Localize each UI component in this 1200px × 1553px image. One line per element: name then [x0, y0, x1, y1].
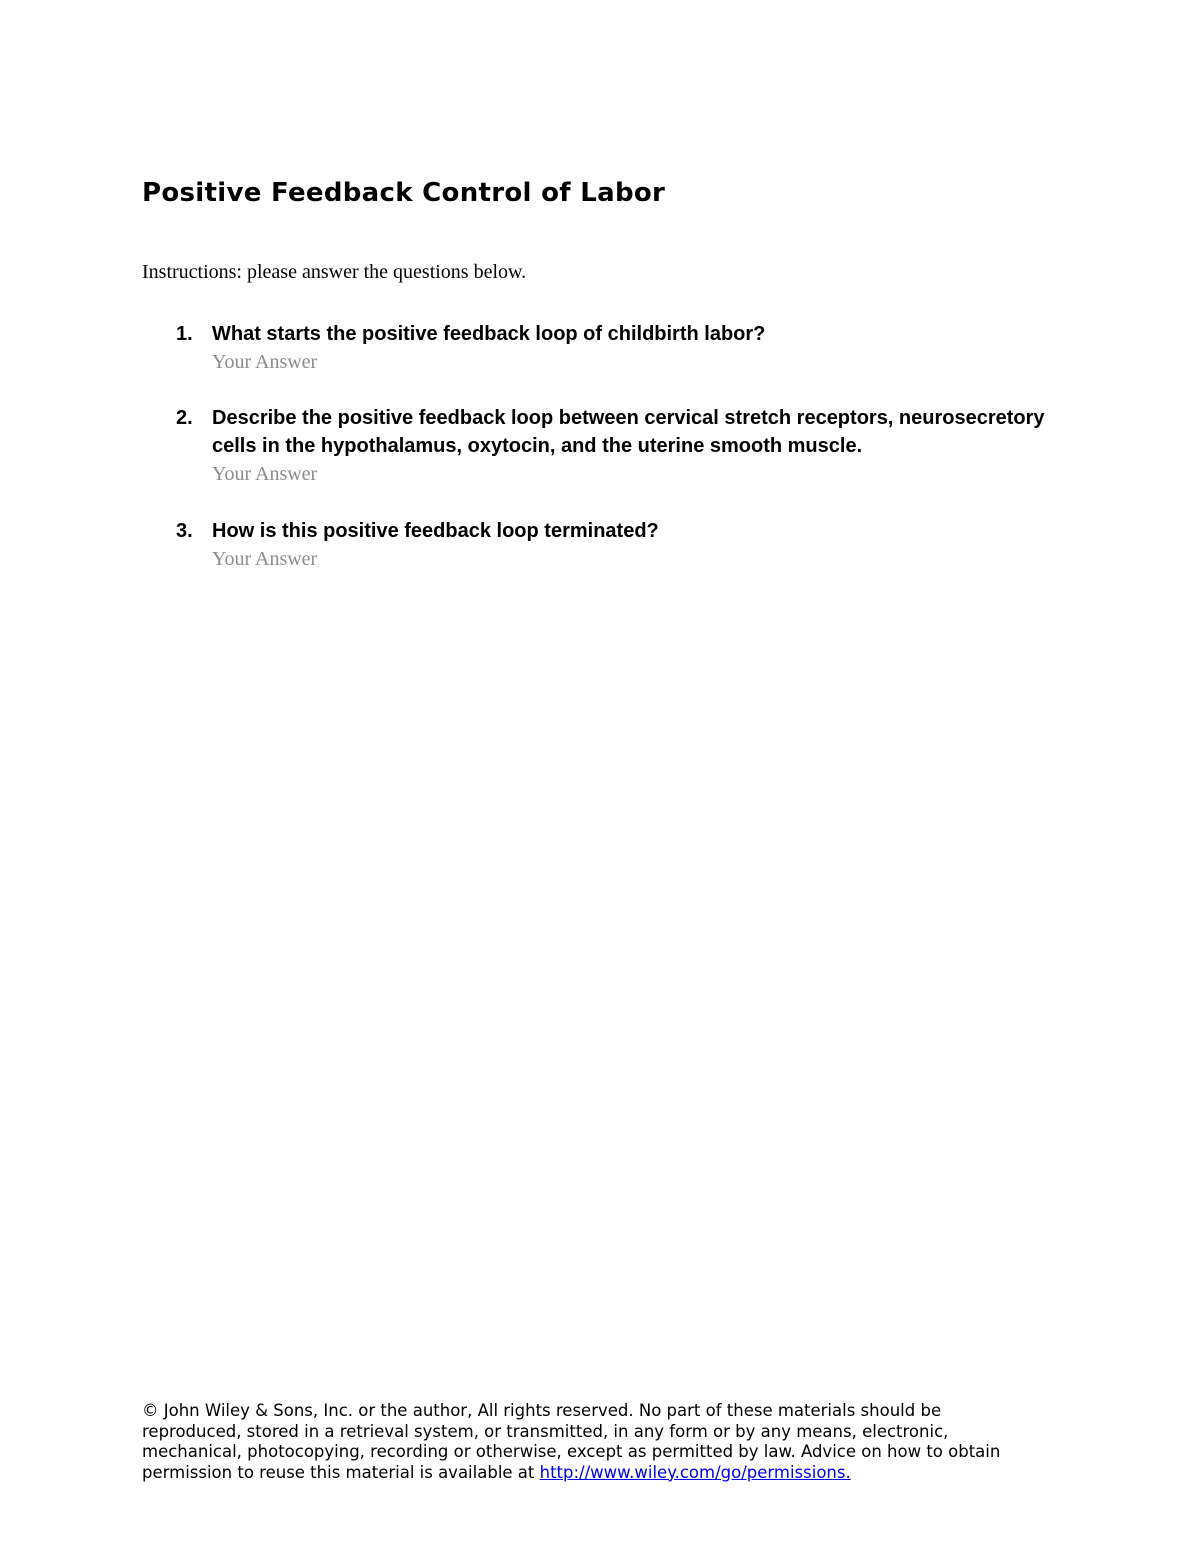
answer-field[interactable]: Your Answer: [212, 351, 318, 373]
question-number: 1.: [176, 323, 193, 345]
copyright-text: © John Wiley & Sons, Inc. or the author, All rights reserved. No part of these materials should be reproduced, stored in a retrieval system, or transmitted, in any form or by any means, electronic, mechanical, photocopying, recording or otherwise, except as permitted by law. Advice on how to obtain permission to reuse this material is available at: [142, 1401, 1001, 1482]
question-text: What starts the positive feedback loop of childbirth labor?: [212, 323, 766, 345]
question-text: Describe the positive feedback loop between cervical stretch receptors, neurosecretory cells in the hypothalamus, oxytocin, and the uterine smooth muscle.: [212, 407, 1045, 457]
answer-field[interactable]: Your Answer: [212, 463, 318, 485]
page-title: Positive Feedback Control of Labor: [142, 178, 666, 208]
question-text: How is this positive feedback loop terminated?: [212, 520, 659, 542]
instructions-text: Instructions: please answer the questions below.: [142, 261, 527, 283]
permissions-link[interactable]: http://www.wiley.com/go/permissions.: [539, 1462, 851, 1482]
question-item-3: [176, 517, 1076, 573]
question-number: 3.: [176, 520, 193, 542]
question-item-2: [176, 404, 1076, 488]
copyright-footer: [142, 1401, 1022, 1483]
question-item-1: [176, 320, 1076, 376]
answer-field[interactable]: Your Answer: [212, 548, 318, 570]
question-number: 2.: [176, 407, 193, 429]
